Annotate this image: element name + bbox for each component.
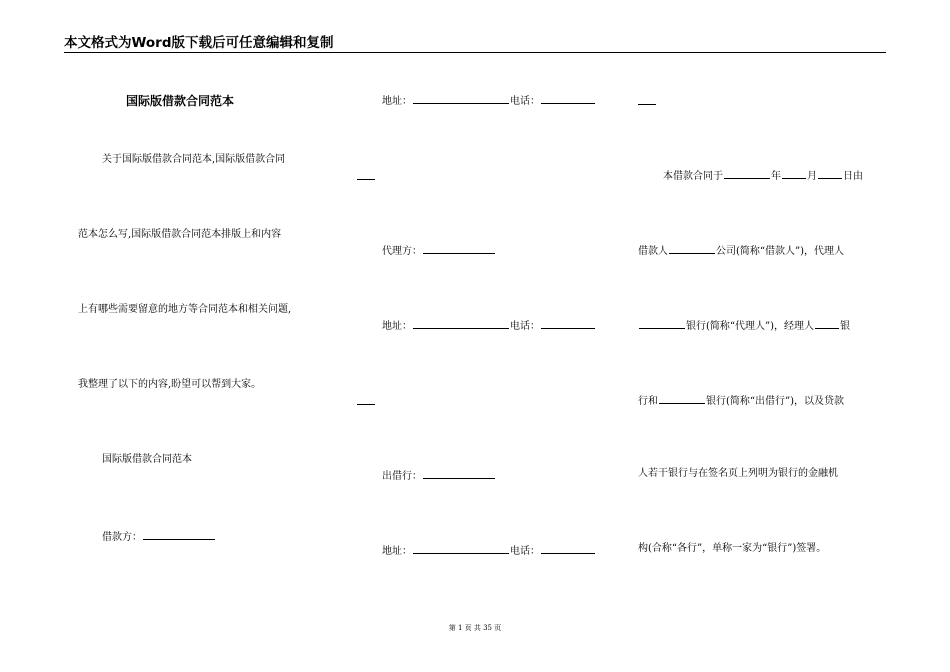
paragraph-line-1: 关于国际版借款合同范本,国际版借款合同 — [102, 154, 286, 165]
agent-blank — [423, 242, 495, 254]
date-intro: 本借款合同于 — [663, 171, 723, 182]
agent-bank-blank — [639, 317, 685, 329]
paragraph-line-2: 范本怎么写,国际版借款合同范本排版上和内容 — [78, 229, 282, 240]
day-blank — [818, 167, 842, 179]
month-blank — [782, 167, 806, 179]
address-blank — [413, 542, 509, 554]
company-text: 公司(简称“借款人”)，代理人 — [716, 246, 845, 257]
year-label: 年 — [771, 171, 781, 182]
day-label: 日由 — [843, 171, 863, 182]
agent-label: 代理方： — [382, 246, 422, 257]
agent-text: 银行(简称“代理人”)，经理人 — [686, 321, 815, 332]
phone-blank — [541, 542, 595, 554]
phone-label: 电话： — [510, 96, 540, 107]
phone-blank — [541, 317, 595, 329]
address-blank — [413, 92, 509, 104]
borrower-text: 借款人 — [638, 246, 668, 257]
blank-line — [357, 404, 375, 405]
contract-line-5: 人若干银行与在签名页上列明为银行的金融机 — [638, 468, 838, 479]
paragraph-line-3: 上有哪些需要留意的地方等合同范本和相关问题, — [78, 304, 292, 315]
page-number: 第 1 页 共 35 页 — [448, 624, 502, 632]
blank-line — [357, 179, 375, 180]
lender-blank — [423, 467, 495, 479]
blank-line — [638, 104, 656, 105]
contract-line-3 — [638, 317, 850, 334]
lender-field — [382, 467, 496, 484]
agent-field — [382, 242, 496, 259]
bank-text: 银 — [840, 321, 851, 332]
month-label: 月 — [807, 171, 817, 182]
contract-line-6: 构(合称“各行”，单称一家为“银行”)签署。 — [638, 543, 827, 554]
borrower-label: 借款方： — [102, 532, 142, 543]
header-rule — [64, 52, 886, 53]
lending-bank-blank — [659, 392, 705, 404]
address-field-2 — [382, 317, 596, 334]
contract-line-4 — [638, 392, 844, 409]
lender-label: 出借行： — [382, 471, 422, 482]
address-label: 地址： — [382, 96, 412, 107]
phone-label: 电话： — [510, 321, 540, 332]
contract-date-line — [663, 167, 863, 184]
company-blank — [669, 242, 715, 254]
borrower-blank — [143, 528, 215, 540]
borrower-field — [102, 528, 216, 545]
section-heading: 国际版借款合同范本 — [102, 454, 192, 465]
phone-label: 电话： — [510, 546, 540, 557]
contract-line-2 — [638, 242, 844, 259]
phone-blank — [541, 92, 595, 104]
manager-blank — [815, 317, 839, 329]
bank-and-text: 行和 — [638, 396, 658, 407]
document-title: 国际版借款合同范本 — [126, 94, 235, 108]
paragraph-line-4: 我整理了以下的内容,盼望可以帮到大家。 — [78, 379, 262, 390]
address-label: 地址： — [382, 546, 412, 557]
page-header-title: 本文格式为Word版下载后可任意编辑和复制 — [64, 35, 334, 51]
lending-bank-text: 银行(简称“出借行”)，以及贷款 — [706, 396, 845, 407]
address-field-1 — [382, 92, 596, 109]
address-field-3 — [382, 542, 596, 559]
address-blank — [413, 317, 509, 329]
address-label: 地址： — [382, 321, 412, 332]
year-blank — [724, 167, 770, 179]
